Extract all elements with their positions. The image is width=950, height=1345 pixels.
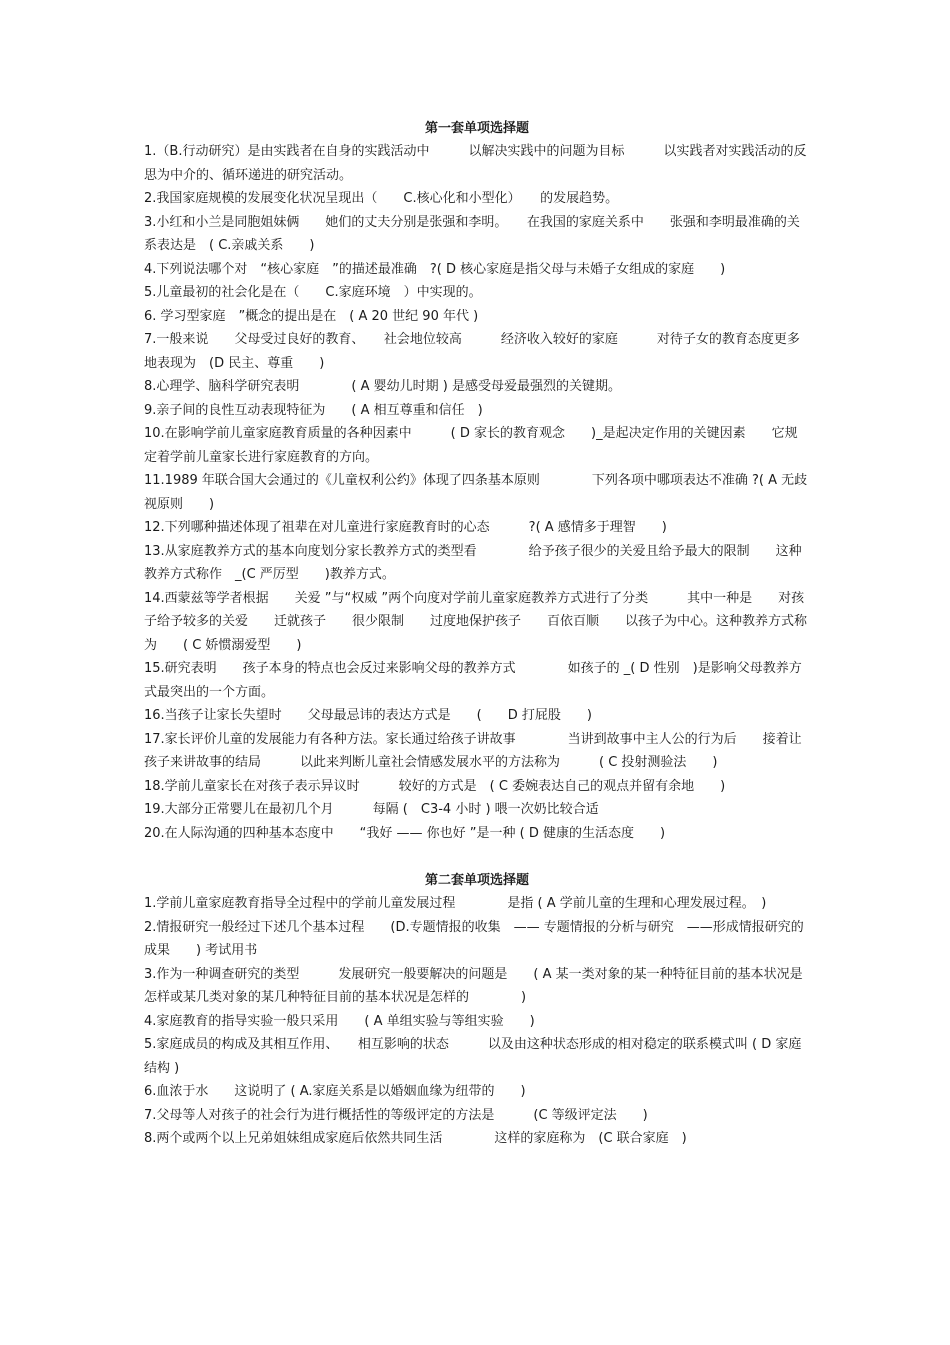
question-item: 1.学前儿童家庭教育指导全过程中的学前儿童发展过程 是指 ( A 学前儿童的生理和心理发展过程。 ) [144, 896, 767, 911]
question-item: 7.一般来说 父母受过良好的教育、 社会地位较高 经济收入较好的家庭 对待子女的教育态度更多地表现为 (D 民主、尊重 ) [144, 332, 800, 371]
question-item: 3.小红和小兰是同胞姐妹俩 她们的丈夫分别是张强和李明。 在我国的家庭关系中 张强和李明最准确的关系表达是 ( C.亲戚关系 ) [144, 214, 800, 253]
question-item: 6. 学习型家庭 ”概念的提出是在 ( A 20 世纪 90 年代 ) [144, 308, 479, 324]
question-item: 3.作为一种调查研究的类型 发展研究一般要解决的问题是 ( A 某一类对象的某一种特征目前的基本状况是怎样或某几类对象的某几种特征目前的基本状况是怎样的 ) [144, 966, 803, 1005]
question-item: 17.家长评价儿童的发展能力有各种方法。家长通过给孩子讲故事 当讲到故事中主人公的行为后 接着让孩子来讲故事的结局 以此来判断儿童社会情感发展水平的方法称为 ( C 投射测验法 ) [144, 731, 802, 770]
question-item: 8.心理学、脑科学研究表明 ( A 婴幼儿时期 ) 是感受母爱最强烈的关键期。 [144, 379, 621, 394]
question-item: 2.情报研究一般经过下述几个基本过程 (D.专题情报的收集 —— 专题情报的分析与研究 ——形成情报研究的成果 ) 考试用书 [144, 919, 804, 958]
question-item: 5.家庭成员的构成及其相互作用、 相互影响的状态 以及由这种状态形成的相对稳定的联系模式叫 ( D 家庭结构 ) [144, 1037, 802, 1076]
section-title: 第一套单项选择题 [424, 121, 529, 136]
question-item: 18.学前儿童家长在对孩子表示异议时 较好的方式是 ( C 委婉表达自己的观点并留有余地 ) [144, 778, 726, 794]
question-item: 8.两个或两个以上兄弟姐妹组成家庭后依然共同生活 这样的家庭称为 (C 联合家庭 ) [144, 1131, 687, 1146]
question-item: 15.研究表明 孩子本身的特点也会反过来影响父母的教养方式 如孩子的 _( D 性别 )是影响父母教养方式最突出的一个方面。 [144, 661, 802, 700]
question-item: 14.西蒙兹等学者根据 关爱 ”与“权威 ”两个向度对学前儿童家庭教养方式进行了分类 其中一种是 对孩子给予较多的关爱 迁就孩子 很少限制 过度地保护孩子 百依百顺 以孩子为中心。这种教养方式称为 ( C 娇惯溺爱型 ) [144, 590, 808, 653]
question-item: 2.我国家庭规模的发展变化状况呈现出（ C.核心化和小型化） 的发展趋势。 [144, 191, 619, 206]
question-item: 12.下列哪种描述体现了祖辈在对儿童进行家庭教育时的心态 ?( A 感情多于理智 ) [144, 520, 667, 535]
document-body [144, 118, 810, 1151]
question-item: 7.父母等人对孩子的社会行为进行概括性的等级评定的方法是 (C 等级评定法 ) [144, 1107, 648, 1123]
question-item: 4.下列说法哪个对 “核心家庭 ”的描述最准确 ?( D 核心家庭是指父母与未婚子女组成的家庭 ) [144, 261, 726, 277]
question-item: 10.在影响学前儿童家庭教育质量的各种因素中 ( D 家长的教育观念 )_是起决定作用的关键因素 它规定着学前儿童家长进行家庭教育的方向。 [144, 426, 798, 465]
question-item: 9.亲子间的良性互动表现特征为 ( A 相互尊重和信任 ) [144, 402, 483, 418]
question-item: 13.从家庭教养方式的基本向度划分家长教养方式的类型看 给予孩子很少的关爱且给予最大的限制 这种教养方式称作 _(C 严厉型 )教养方式。 [144, 543, 802, 582]
question-item: 1.（B.行动研究）是由实践者在自身的实践活动中 以解决实践中的问题为目标 以实践者对实践活动的反思为中介的、循环递进的研究活动。 [144, 144, 807, 183]
question-item: 19.大部分正常婴儿在最初几个月 每隔 ( C3-4 小时 ) 喂一次奶比较合适 [144, 802, 599, 817]
question-item: 16.当孩子让家长失望时 父母最忌讳的表达方式是 ( D 打屁股 ) [144, 708, 592, 723]
question-item: 5.儿童最初的社会化是在（ C.家庭环境 ）中实现的。 [144, 285, 482, 300]
question-item: 20.在人际沟通的四种基本态度中 “我好 —— 你也好 ”是一种 ( D 健康的生活态度 ) [144, 825, 666, 841]
section-spacer [144, 845, 810, 870]
question-item: 4.家庭教育的指导实验一般只采用 ( A 单组实验与等组实验 ) [144, 1013, 535, 1029]
question-item: 6.血浓于水 这说明了 ( A.家庭关系是以婚姻血缘为纽带的 ) [144, 1084, 526, 1099]
section-title: 第二套单项选择题 [424, 873, 529, 888]
question-item: 11.1989 年联合国大会通过的《儿童权利公约》体现了四条基本原则 下列各项中哪项表达不准确 ?( A 无歧视原则 ) [144, 473, 808, 512]
